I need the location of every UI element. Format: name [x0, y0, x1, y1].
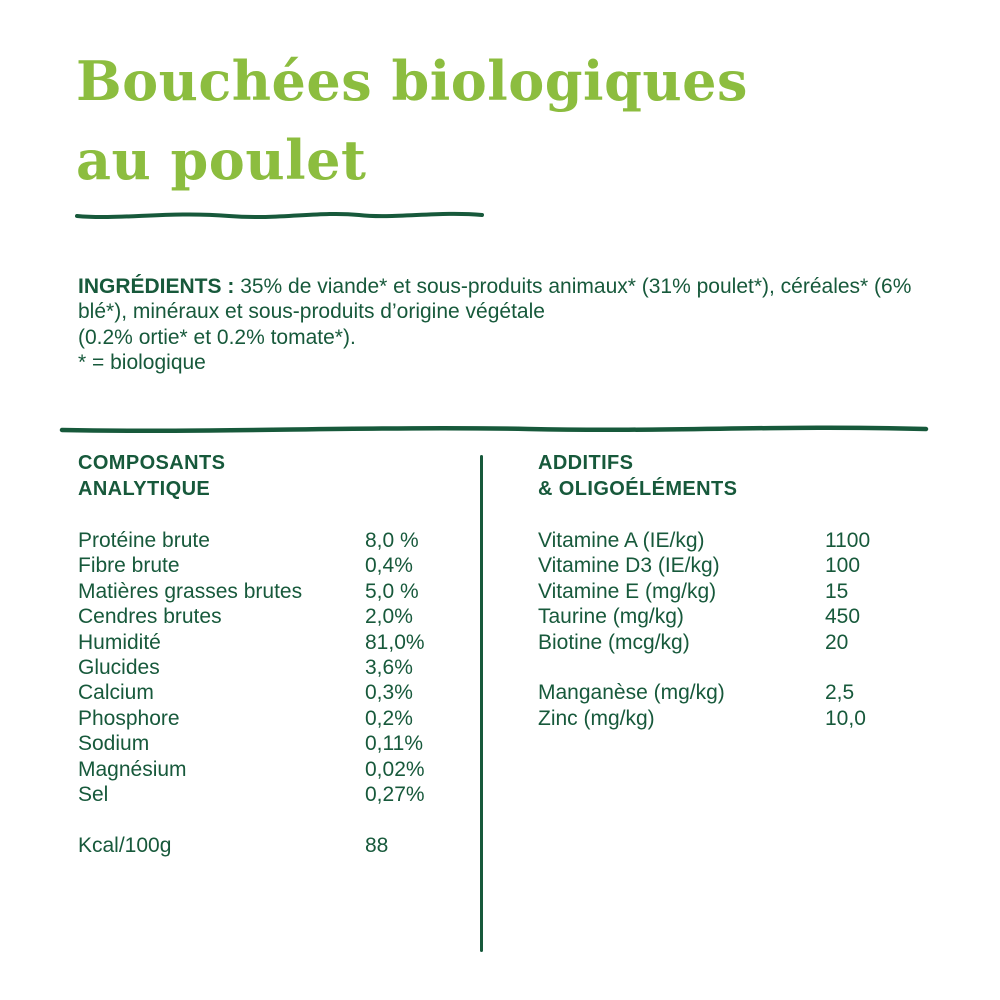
title-underline-stroke [74, 206, 486, 224]
vitamin-row [538, 528, 938, 553]
nutrient-row [78, 731, 473, 756]
ingredients-line3: (0.2% ortie* et 0.2% tomate*). [78, 325, 356, 349]
vitamin-row [538, 630, 938, 655]
vitamin-label: Vitamine E (mg/kg) [538, 579, 717, 603]
analytical-heading-line2: ANALYTIQUE [78, 478, 211, 500]
additives-heading-line1: ADDITIFS [538, 452, 634, 474]
vitamin-label: Taurine (mg/kg) [538, 605, 684, 629]
page-title-line1: Bouchées biologiques [76, 49, 748, 113]
nutrient-label: Calcium [78, 681, 154, 705]
nutrient-row [78, 604, 473, 629]
nutrient-row [78, 553, 473, 578]
vitamin-label: Biotine (mcg/kg) [538, 630, 690, 654]
nutrient-row [78, 579, 473, 604]
page-title [76, 42, 748, 200]
ingredients-label: INGRÉDIENTS : [78, 275, 235, 298]
nutrient-value: 0,27% [365, 782, 425, 806]
ingredients-line1-text: 35% de viande* et sous-produits animaux* (31% poulet*), céréales* (6% [240, 275, 912, 298]
energy-label: Kcal/100g [78, 833, 172, 857]
ingredients-section [78, 274, 911, 376]
nutrient-label: Protéine brute [78, 529, 210, 552]
analytical-components-table [78, 528, 473, 858]
section-divider-stroke [58, 421, 930, 437]
vitamin-value: 100 [825, 554, 861, 578]
nutrient-label: Sodium [78, 732, 150, 756]
vitamin-value: 450 [825, 605, 861, 629]
nutrient-label: Sel [78, 782, 109, 806]
nutrient-label: Fibre brute [78, 554, 180, 578]
mineral-label: Zinc (mg/kg) [538, 706, 655, 730]
energy-row [78, 833, 473, 858]
additives-heading [538, 450, 737, 502]
nutrient-value: 0,4% [365, 554, 413, 578]
mineral-row [538, 680, 938, 705]
vitamin-row [538, 579, 938, 604]
nutrient-row [78, 782, 473, 807]
nutrient-value: 81,0% [365, 630, 425, 654]
mineral-value: 2,5 [825, 681, 855, 705]
analytical-components-heading [78, 450, 225, 502]
nutrient-value: 2,0% [365, 605, 413, 629]
column-divider [480, 455, 483, 952]
vitamin-value: 20 [825, 630, 849, 654]
nutrient-value: 0,02% [365, 757, 425, 781]
nutrient-row [78, 680, 473, 705]
nutrient-value: 8,0 % [365, 529, 419, 552]
ingredients-line2: blé*), minéraux et sous-produits d’origine végétale [78, 300, 545, 324]
nutrient-value: 0,11% [365, 732, 423, 756]
page-title-line2: au poulet [76, 128, 367, 192]
nutrient-label: Glucides [78, 655, 160, 679]
additives-table [538, 528, 938, 731]
nutrient-label: Phosphore [78, 706, 180, 730]
analytical-heading-line1: COMPOSANTS [78, 452, 226, 474]
energy-value: 88 [365, 833, 389, 857]
vitamin-row [538, 553, 938, 578]
table-spacer [538, 655, 938, 680]
nutrient-value: 0,3% [365, 681, 413, 705]
nutrient-value: 5,0 % [365, 579, 419, 603]
nutrient-value: 3,6% [365, 655, 413, 679]
ingredients-line1 [78, 274, 911, 299]
nutrient-row [78, 630, 473, 655]
mineral-row [538, 706, 938, 731]
nutrient-label: Magnésium [78, 757, 187, 781]
additives-heading-line2: & OLIGOÉLÉMENTS [538, 478, 738, 500]
ingredients-footnote: * = biologique [78, 351, 206, 375]
nutrient-row [78, 528, 473, 553]
nutrient-label: Matières grasses brutes [78, 579, 303, 603]
vitamin-label: Vitamine A (IE/kg) [538, 529, 705, 552]
table-spacer [78, 807, 473, 832]
nutrient-row [78, 757, 473, 782]
nutrient-label: Cendres brutes [78, 605, 222, 629]
mineral-value: 10,0 [825, 706, 866, 730]
nutrient-value: 0,2% [365, 706, 413, 730]
vitamin-label: Vitamine D3 (IE/kg) [538, 554, 720, 578]
vitamin-value: 1100 [825, 529, 871, 552]
vitamin-row [538, 604, 938, 629]
mineral-label: Manganèse (mg/kg) [538, 681, 725, 705]
nutrient-row [78, 706, 473, 731]
vitamin-value: 15 [825, 579, 849, 603]
nutrient-row [78, 655, 473, 680]
nutrient-label: Humidité [78, 630, 161, 654]
